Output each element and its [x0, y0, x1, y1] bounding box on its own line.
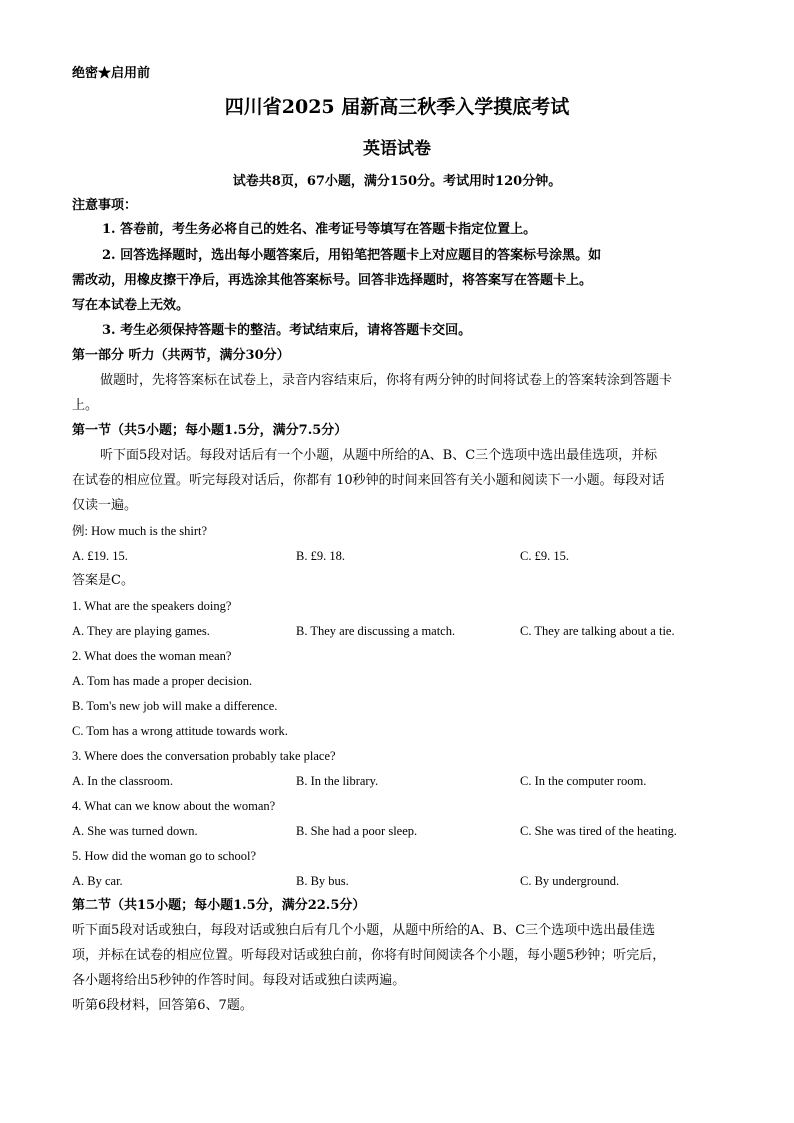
section1-intro-line-2: 在试卷的相应位置。听完每段对话后，你都有 10秒钟的时间来回答有关小题和阅读下一小题。每段对话	[72, 473, 665, 488]
paper-info: 试卷共8页，67小题，满分150分。考试用时120分钟。	[232, 174, 562, 189]
example-option-a: A. £19. 15.	[72, 549, 128, 563]
q4-option-b: B. She had a poor sleep.	[296, 824, 418, 838]
example-option-c: C. £9. 15.	[520, 549, 569, 563]
section1-intro-line-3: 仅读一遍。	[72, 498, 138, 513]
question-2: 2. What does the woman mean?	[72, 649, 232, 663]
paper-subject: 英语试卷	[363, 139, 431, 159]
question-4: 4. What can we know about the woman?	[72, 799, 276, 813]
section1-intro-line-1: 听下面5段对话。每段对话后有一个小题，从题中所给的A、B、C三个选项中选出最佳选项，并标	[100, 448, 658, 463]
exam-title: 四川省2025 届新高三秋季入学摸底考试	[224, 96, 570, 118]
note-2-line-3: 写在本试卷上无效。	[72, 298, 190, 313]
question-5: 5. How did the woman go to school?	[72, 849, 257, 863]
q5-option-c: C. By underground.	[520, 874, 620, 888]
section2-intro-line-2: 项，并标在试卷的相应位置。听每段对话或独白前，你将有时间阅读各个小题，每小题5秒钟；听完后，	[72, 948, 666, 963]
q3-option-a: A. In the classroom.	[72, 774, 174, 788]
note-2-line-2: 需改动，用橡皮擦干净后，再选涂其他答案标号。回答非选择题时，将答案写在答题卡上。	[72, 273, 593, 288]
example-question: 例: How much is the shirt?	[72, 524, 208, 538]
section1-heading: 第一节（共5小题；每小题1.5分，满分7.5分）	[72, 423, 348, 438]
q4-option-c: C. She was tired of the heating.	[520, 824, 677, 838]
confidential-label: 绝密★启用前	[72, 66, 151, 81]
q2-option-b: B. Tom's new job will make a difference.	[72, 699, 278, 713]
part1-intro-line-2: 上。	[72, 398, 99, 413]
note-2-line-1: 2. 回答选择题时，选出每小题答案后，用铅笔把答题卡上对应题目的答案标号涂黑。如	[102, 248, 602, 263]
part1-heading: 第一部分 听力（共两节，满分30分）	[72, 348, 290, 363]
q2-option-a: A. Tom has made a proper decision.	[72, 674, 253, 688]
example-answer: 答案是C。	[72, 573, 134, 588]
notes-heading: 注意事项：	[72, 198, 138, 213]
q3-option-c: C. In the computer room.	[520, 774, 647, 788]
section2-intro-line-1: 听下面5段对话或独白，每段对话或独白后有几个小题，从题中所给的A、B、C三个选项中选出最佳选	[72, 923, 656, 938]
q5-option-a: A. By car.	[72, 874, 123, 888]
q1-option-c: C. They are talking about a tie.	[520, 624, 675, 638]
material-6-instruction: 听第6段材料，回答第6、7题。	[72, 998, 253, 1013]
section2-heading: 第二节（共15小题；每小题1.5分，满分22.5分）	[72, 898, 366, 913]
part1-intro-line-1: 做题时，先将答案标在试卷上，录音内容结束后，你将有两分钟的时间将试卷上的答案转涂到答题卡	[100, 373, 673, 388]
q1-option-b: B. They are discussing a match.	[296, 624, 456, 638]
q2-option-c: C. Tom has a wrong attitude towards work.	[72, 724, 288, 738]
question-1: 1. What are the speakers doing?	[72, 599, 232, 613]
question-3: 3. Where does the conversation probably take place?	[72, 749, 336, 763]
q5-option-b: B. By bus.	[296, 874, 349, 888]
q4-option-a: A. She was turned down.	[72, 824, 198, 838]
q1-option-a: A. They are playing games.	[72, 624, 210, 638]
example-option-b: B. £9. 18.	[296, 549, 345, 563]
q3-option-b: B. In the library.	[296, 774, 379, 788]
note-1: 1. 答卷前，考生务必将自己的姓名、准考证号等填写在答题卡指定位置上。	[102, 222, 537, 237]
note-3: 3. 考生必须保持答题卡的整洁。考试结束后，请将答题卡交回。	[102, 323, 472, 338]
section2-intro-line-3: 各小题将给出5秒钟的作答时间。每段对话或独白读两遍。	[72, 973, 406, 988]
